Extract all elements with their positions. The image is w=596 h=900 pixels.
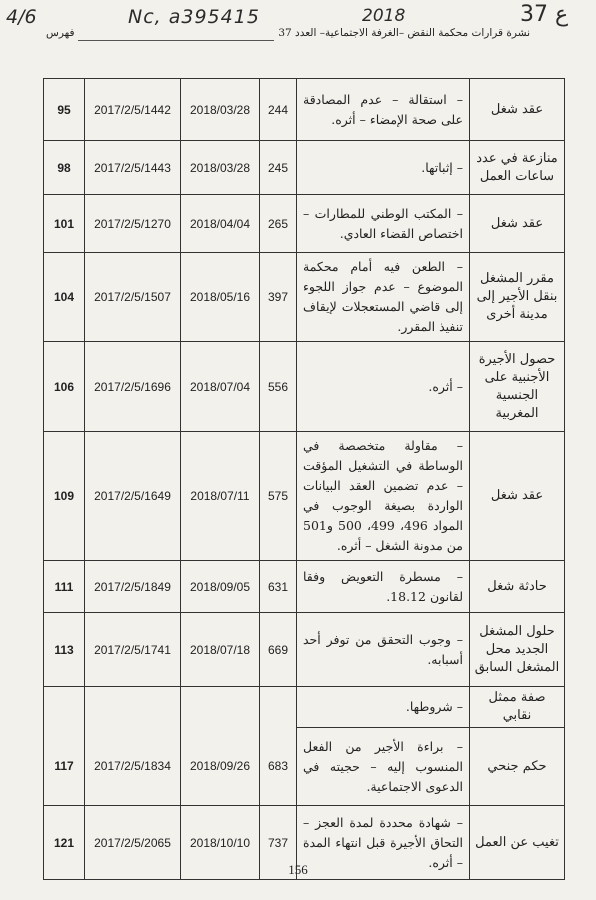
header-section: فهرس	[42, 27, 78, 41]
date-cell: 2018/09/05	[181, 561, 260, 613]
file-number-cell: 2017/2/5/1649	[85, 432, 181, 561]
decision-number-cell: 397	[260, 253, 297, 342]
description-cell: – الطعن فيه أمام محكمة الموضوع – عدم جواز اللجوء إلى قاضي المستعجلات لإيقاف تنفيذ المقرر.	[297, 253, 470, 342]
decision-number-cell: 245	[260, 141, 297, 195]
file-number-cell: 2017/2/5/1443	[85, 141, 181, 195]
table-row	[44, 141, 565, 195]
table-row	[44, 253, 565, 342]
date-cell: 2018/10/10	[181, 806, 260, 880]
table-row	[44, 342, 565, 432]
subject-cell: مقرر المشغل بنقل الأجير إلى مدينة أخرى	[470, 253, 565, 342]
subject-cell: عقد شغل	[470, 79, 565, 141]
subject-cell: حصول الأجيرة الأجنبية على الجنسية المغربية	[470, 342, 565, 432]
page-cell: 109	[44, 432, 85, 561]
subject-cell: عقد شغل	[470, 432, 565, 561]
decision-number-cell	[260, 687, 297, 728]
table-row	[44, 728, 565, 806]
file-number-cell: 2017/2/5/1270	[85, 195, 181, 253]
date-cell: 2018/04/04	[181, 195, 260, 253]
file-number-cell: 2017/2/5/1834	[85, 728, 181, 806]
description-cell: – إثباتها.	[297, 141, 470, 195]
date-cell: 2018/07/18	[181, 613, 260, 687]
description-cell: – مسطرة التعويض وفقا لقانون 18.12.	[297, 561, 470, 613]
description-cell: – المكتب الوطني للمطارات – اختصاص القضاء العادي.	[297, 195, 470, 253]
running-header	[42, 27, 534, 41]
date-cell: 2018/09/26	[181, 728, 260, 806]
subject-cell: صفة ممثل نقابي	[470, 687, 565, 728]
decision-number-cell: 244	[260, 79, 297, 141]
decision-number-cell: 669	[260, 613, 297, 687]
table-row	[44, 561, 565, 613]
description-cell: – شروطها.	[297, 687, 470, 728]
date-cell: 2018/05/16	[181, 253, 260, 342]
file-number-cell: 2017/2/5/1696	[85, 342, 181, 432]
table-row	[44, 613, 565, 687]
file-number-cell: 2017/2/5/1442	[85, 79, 181, 141]
date-cell: 2018/03/28	[181, 79, 260, 141]
handwritten-note-left: 4/6	[6, 6, 37, 28]
table-row	[44, 195, 565, 253]
page-cell	[44, 687, 85, 728]
date-cell: 2018/07/04	[181, 342, 260, 432]
file-number-cell: 2017/2/5/1849	[85, 561, 181, 613]
decision-number-cell: 556	[260, 342, 297, 432]
subject-cell: حلول المشغل الجديد محل المشغل السابق	[470, 613, 565, 687]
date-cell: 2018/07/11	[181, 432, 260, 561]
decision-number-cell: 737	[260, 806, 297, 880]
file-number-cell: 2017/2/5/1741	[85, 613, 181, 687]
decision-number-cell: 631	[260, 561, 297, 613]
handwritten-year: 2018	[362, 6, 406, 26]
page-cell: 117	[44, 728, 85, 806]
page-cell: 121	[44, 806, 85, 880]
page-cell: 95	[44, 79, 85, 141]
description-cell: – شهادة محددة لمدة العجز – التحاق الأجيرة قبل انتهاء المدة – أثره.	[297, 806, 470, 880]
decision-number-cell: 575	[260, 432, 297, 561]
page-cell: 104	[44, 253, 85, 342]
page-cell: 101	[44, 195, 85, 253]
page-cell: 111	[44, 561, 85, 613]
file-number-cell: 2017/2/5/2065	[85, 806, 181, 880]
description-cell: – استقالة – عدم المصادقة على صحة الإمضاء – أثره.	[297, 79, 470, 141]
page-cell: 113	[44, 613, 85, 687]
subject-cell: عقد شغل	[470, 195, 565, 253]
table-row	[44, 79, 565, 141]
page-number: 156	[288, 862, 308, 877]
date-cell: 2018/03/28	[181, 141, 260, 195]
subject-cell: حادثة شغل	[470, 561, 565, 613]
description-cell: – وجوب التحقق من توفر أحد أسبابه.	[297, 613, 470, 687]
decision-number-cell: 265	[260, 195, 297, 253]
index-table	[43, 78, 565, 880]
date-cell	[181, 687, 260, 728]
file-number-cell: 2017/2/5/1507	[85, 253, 181, 342]
page-cell: 106	[44, 342, 85, 432]
handwritten-issue-mark: 37 ع	[520, 2, 569, 27]
header-title: نشرة قرارات محكمة النقض –الغرفة الاجتماعية– العدد 37	[274, 27, 534, 41]
decision-number-cell: 683	[260, 728, 297, 806]
description-cell: – مقاولة متخصصة في الوساطة في التشغيل المؤقت – عدم تضمين العقد البيانات الواردة بصيغة الوجوب في المواد 496، 499، 500 و501 من مدونة الشغل – أثره.	[297, 432, 470, 561]
handwritten-call-number: Nc, a395415	[128, 6, 260, 28]
table-row	[44, 432, 565, 561]
subject-cell: تغيب عن العمل	[470, 806, 565, 880]
table-row	[44, 687, 565, 728]
description-cell: – أثره.	[297, 342, 470, 432]
file-number-cell	[85, 687, 181, 728]
subject-cell: منازعة في عدد ساعات العمل	[470, 141, 565, 195]
page-cell: 98	[44, 141, 85, 195]
subject-cell: حكم جنحي	[470, 728, 565, 806]
description-cell: – براءة الأجير من الفعل المنسوب إليه – حجيته في الدعوى الاجتماعية.	[297, 728, 470, 806]
